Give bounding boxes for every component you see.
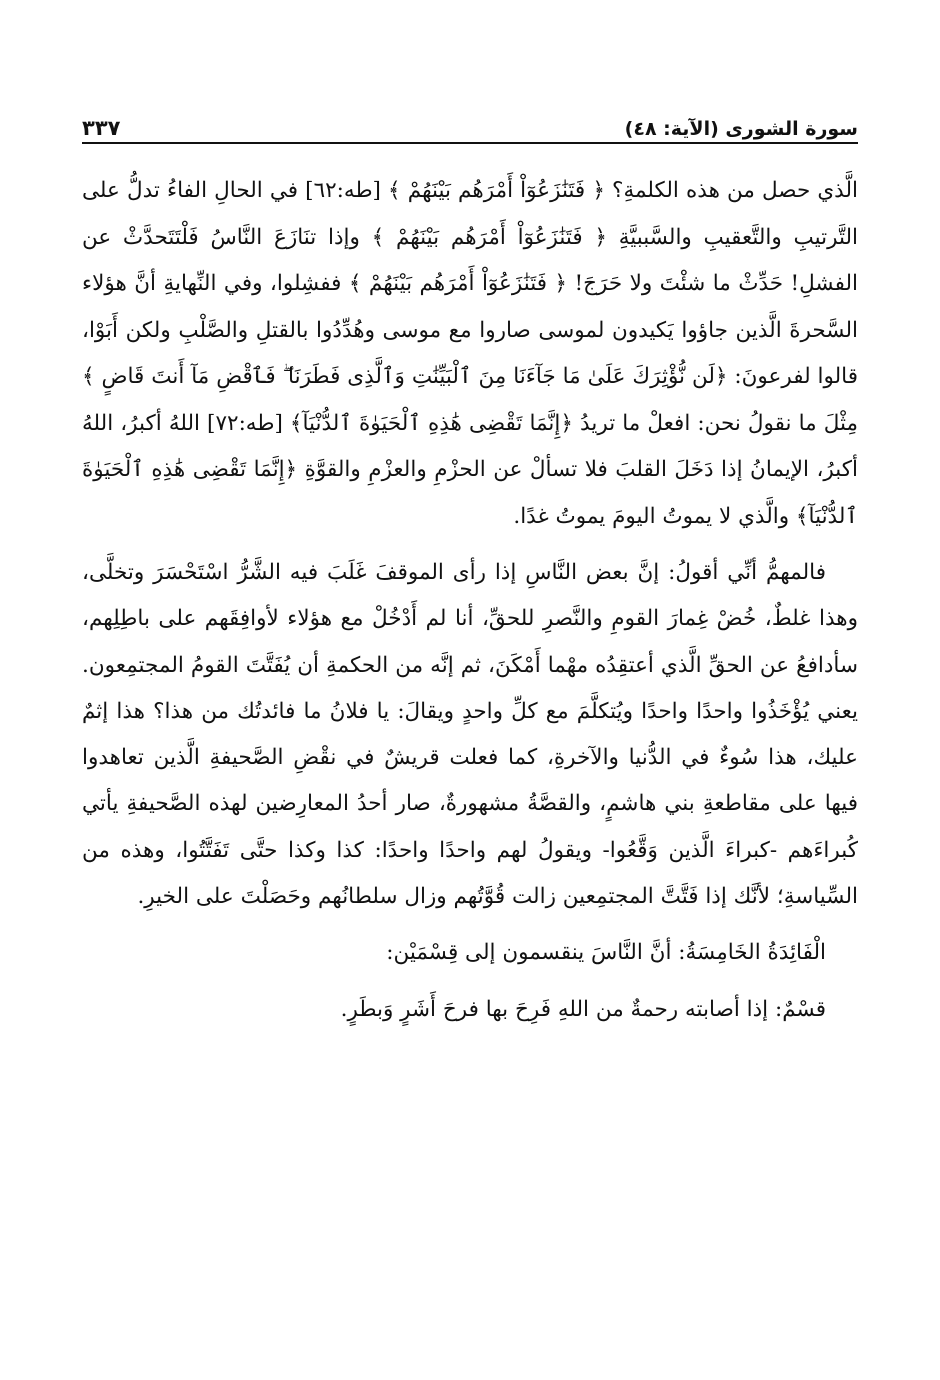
page-number: ٣٣٧ — [82, 116, 121, 140]
paragraph-1: الَّذي حصل من هذه الكلمةِ؟ ﴿ فَتَنَٰزَعُوٓاْ أَمْرَهُم بَيْنَهُمْ ﴾ [طه:٦٢] في الحالِ الفاءُ تدلُّ على التَّرتيبِ والتَّعقيبِ والسَّببيَّةِ ﴿ فَتَنَٰزَعُوٓاْ أَمْرَهُم بَيْنَهُمْ ﴾ وإذا تنَازَعَ النَّاسُ فَلْتَتَحدَّثْ عن الفشلِ! حَدِّثْ ما شئْتَ ولا حَرَجَ! ﴿ فَتَنَٰزَعُوٓاْ أَمْرَهُم بَيْنَهُمْ ﴾ ففشِلوا، وفي النِّهايةِ أنَّ هؤلاء السَّحرةَ الَّذين جاؤوا يَكيدون لموسى صاروا مع موسى وهُدِّدُوا بالقتلِ والصَّلْبِ ولكن أَبَوْا، قالوا لفرعونَ: ﴿لَن نُّؤْثِرَكَ عَلَىٰ مَا جَآءَنَا مِنَ ٱلْبَيِّنَٰتِ وَٱلَّذِى فَطَرَنَا ۖ فَٱقْضِ مَآ أَنتَ قَاضٍ ﴾ مِثْلَ ما نقولُ نحن: افعلْ ما تريدُ ﴿إِنَّمَا تَقْضِى هَٰذِهِ ٱلْحَيَوٰةَ ٱلدُّنْيَآ﴾ [طه:٧٢] اللهُ أكبرُ، اللهُ أكبرُ، الإيمانُ إذا دَخَلَ القلبَ فلا تسألْ عن الحزْمِ والعزْمِ والقوَّةِ ﴿إِنَّمَا تَقْضِى هَٰذِهِ ٱلْحَيَوٰةَ ٱلدُّنْيَآ﴾ والَّذي لا يموتُ اليومَ يموتُ غدًا. — [82, 178, 858, 529]
running-title: سورة الشورى (الآية: ٤٨) — [624, 118, 858, 140]
body-text — [82, 168, 858, 1033]
paragraph-2: فالمهمُّ أنِّي أقولُ: إنَّ بعض النَّاسِ إذا رأى الموقفَ غَلَبَ فيه الشَّرُّ اسْتَحْسَرَ وتخلَّى، وهذا غلطٌ، خُضْ غِمارَ القومِ والنَّصرِ للحقِّ، أنا لم أَدْخُلْ مع هؤلاء لأوافِقَهم على باطِلِهم، سأدافعُ عن الحقِّ الَّذي أعتقِدُه مهْما أَمْكَنَ، ثم إنَّه من الحكمةِ أن يُفَتَّتَ القومُ المجتمِعون. يعني يُؤْخَذُوا واحدًا واحدًا ويُتكلَّمَ مع كلِّ واحدٍ ويقالَ: يا فلانُ ما فائدتُك من هذا؟ هذا إثمٌ عليك، هذا سُوءٌ في الدُّنيا والآخرةِ، كما فعلت قريشٌ في نقْضِ الصَّحيفةِ الَّذين تعاهدوا فيها على مقاطعةِ بني هاشمٍ، والقصَّةُ مشهورةٌ، صار أحدُ المعارِضين لهذه الصَّحيفةِ يأتي كُبراءَهم -كبراءَ الَّذين وَقَّعُوا- ويقولُ لهم واحدًا واحدًا: كذا وكذا حتَّى تَفَتَّتُوا، وهذه من السِّياسةِ؛ لأنَّك إذا فَتَّتَّ المجتمِعين زالت قُوَّتُهم وزال سلطانُهم وحَصَلْتَ على الخيرِ. — [82, 560, 858, 910]
header-divider — [82, 142, 858, 144]
page-header — [82, 100, 858, 140]
section-heading-fifth-benefit: الْفَائِدَةُ الخَامِسَةُ: أنَّ النَّاسَ ينقسمون إلى قِسْمَيْن: — [386, 940, 826, 966]
paragraph-3: قسْمٌ: إذا أصابته رحمةٌ من اللهِ فَرِحَ بها فرحَ أَشَرٍ وَبطَرٍ. — [340, 996, 826, 1022]
